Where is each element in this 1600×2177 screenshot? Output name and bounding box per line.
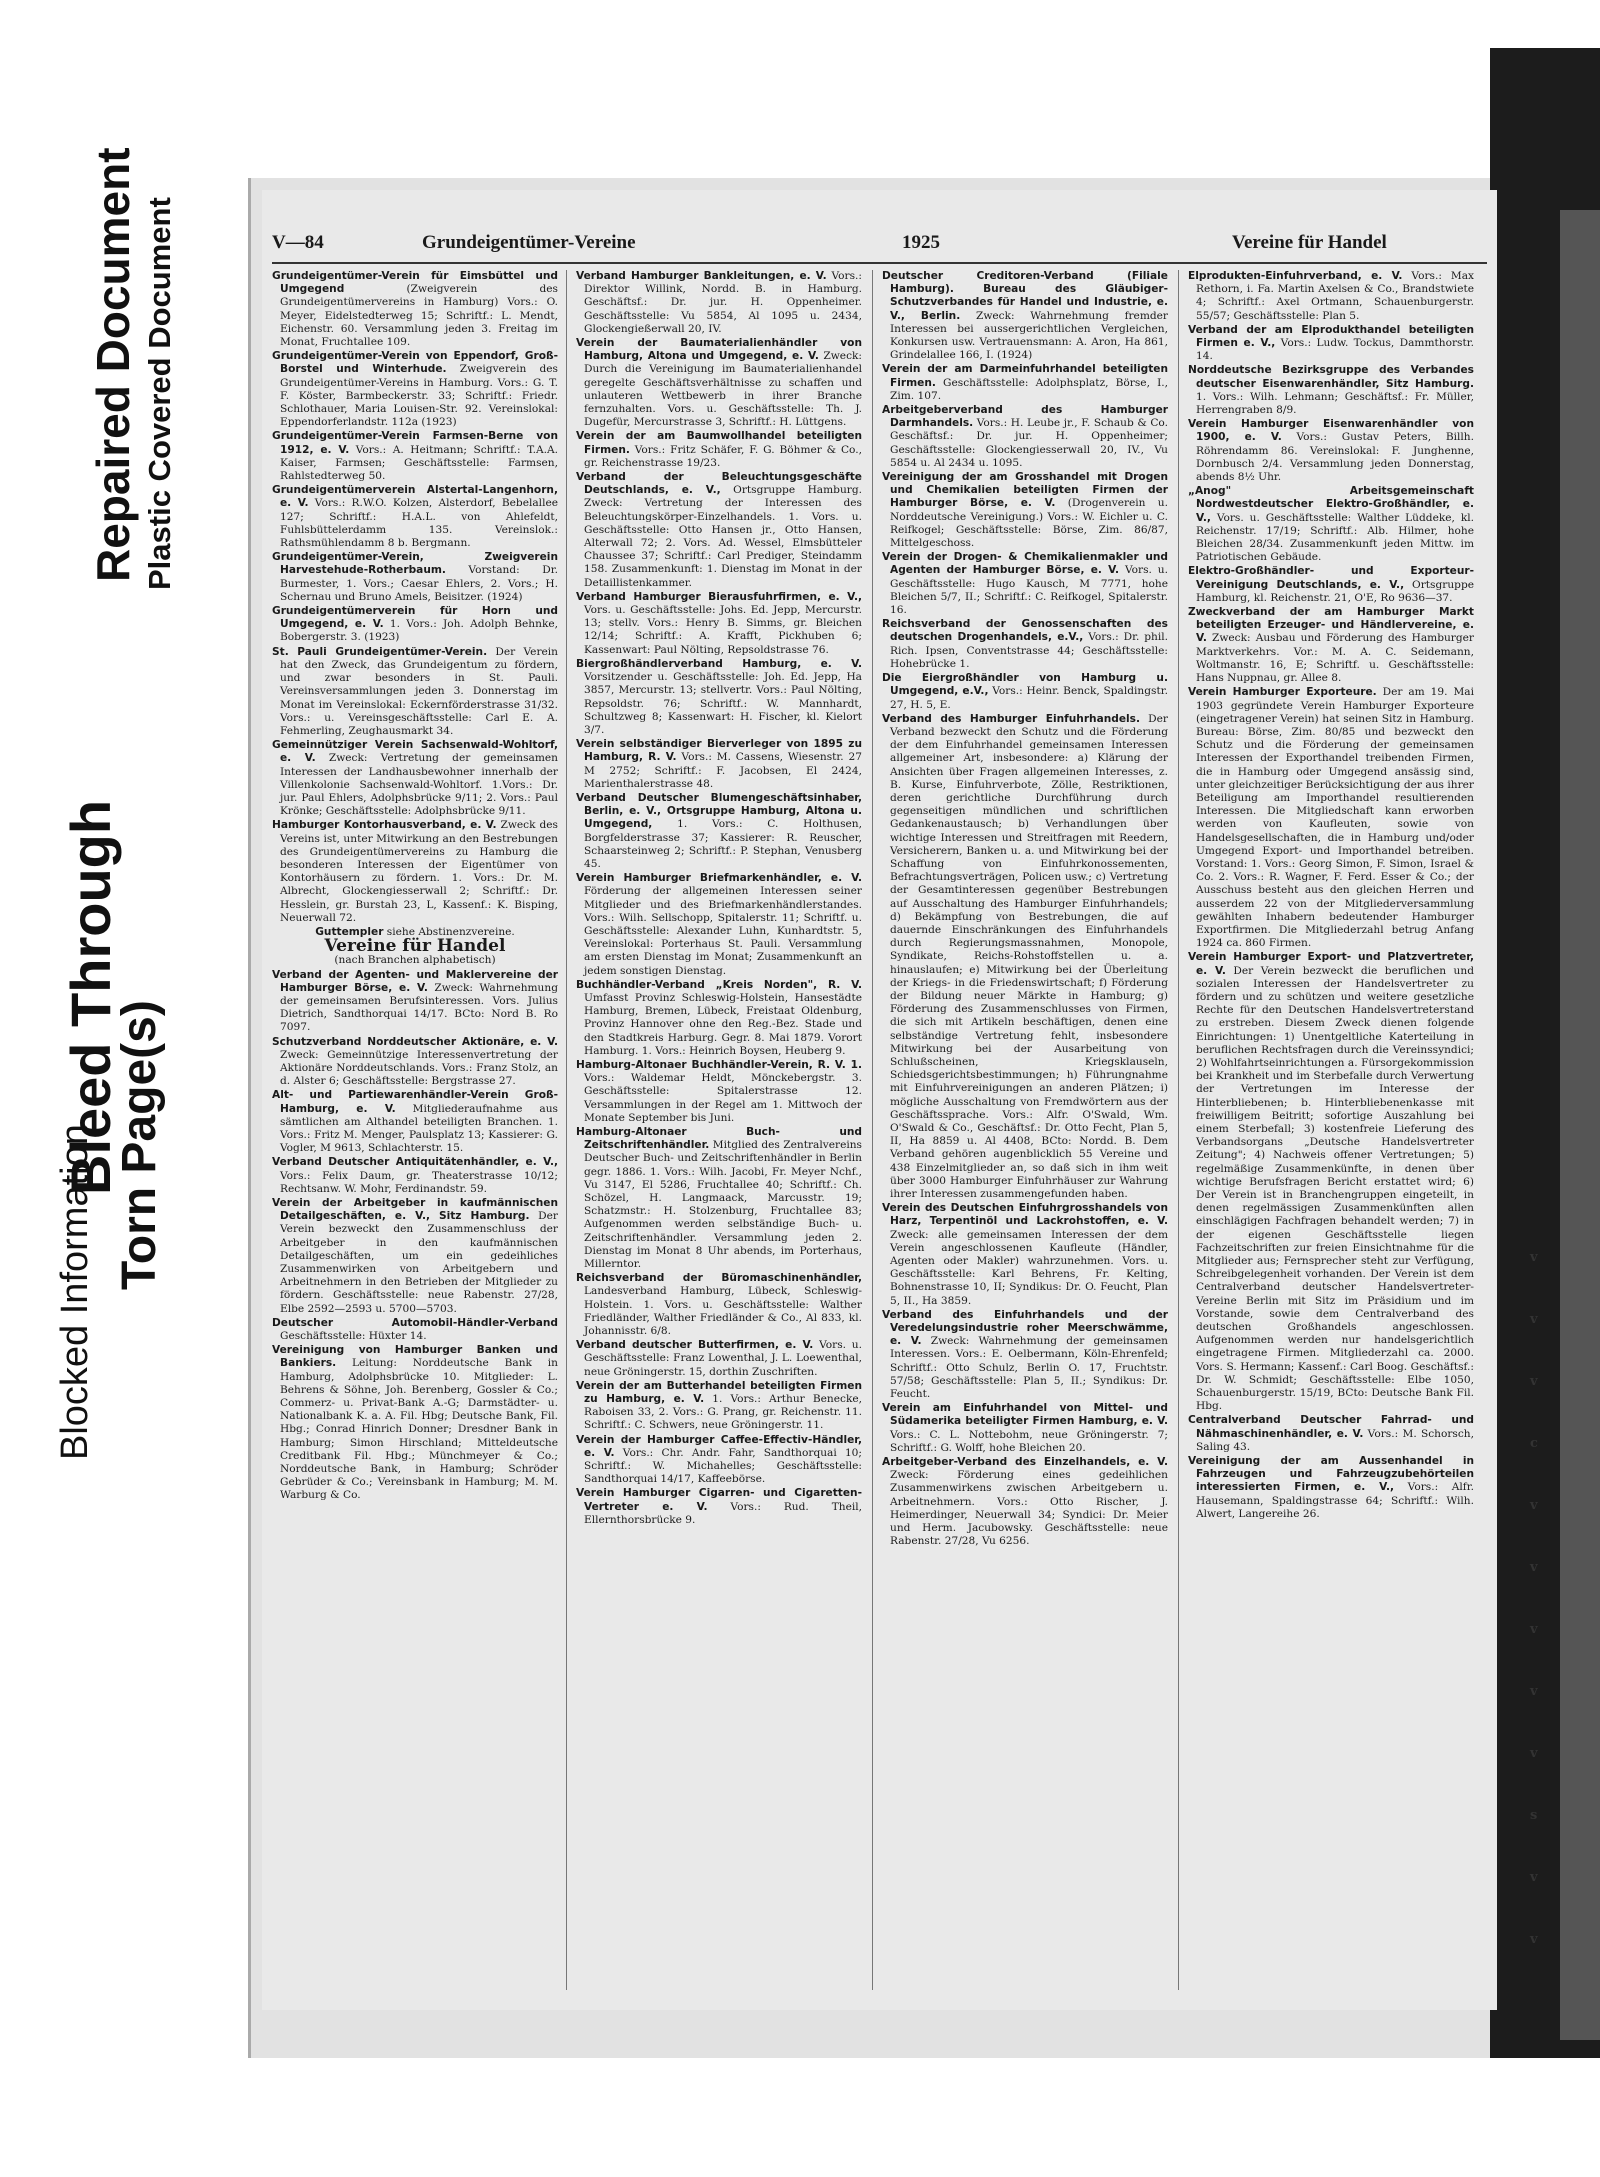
directory-entry <box>576 337 862 429</box>
directory-entry <box>1188 324 1474 364</box>
entry-text: 1. Vors.: Joh. Adolph Behnke, Bobergerstr. 3. (1923) <box>280 618 558 644</box>
directory-entry <box>272 430 558 483</box>
label-torn-pages: Torn Page(s) <box>113 1000 166 1290</box>
entry-title: Verband Deutscher Antiquitätenhändler, e. V., <box>272 1156 558 1169</box>
directory-entry <box>882 713 1168 1202</box>
entry-title: Verein der am Baumwollhandel beteiligten Firmen. <box>576 430 862 456</box>
entry-text: Zweigverein des Grundeigentümer-Vereins in Hamburg. Vors.: G. T. F. Köster, Barmbeckerstr. 33; Schriftf.: Friedr. Schlothauer, Maria Louisen-Str. 92. Vereinslokal: Eppendorferlandstr. 112a (1923) <box>280 363 558 429</box>
condition-labels <box>0 0 250 2177</box>
directory-entry <box>272 739 558 818</box>
entry-text: 1. Vors.: Wilh. Lehmann; Geschäftsf.: Fr. Müller, Herrengraben 8/9. <box>1196 390 1474 417</box>
entry-title: Reichsverband der Büromaschinenhändler, <box>576 1272 862 1285</box>
section-subheading: (nach Branchen alphabetisch) <box>334 954 496 967</box>
directory-entry <box>272 1156 558 1196</box>
edge-mark: v <box>1530 1374 1538 1389</box>
entry-text: Vors.: Felix Daum, gr. Theaterstrasse 10/12; Rechtsanw. W. Mohr, Ferdinandstr. 59. <box>280 1169 558 1195</box>
entry-text: Vors.: C. L. Nottebohm, neue Gröningerstr. 7; Schriftf.: G. Wolff, hohe Bleichen 20. <box>890 1428 1168 1454</box>
directory-entry <box>882 618 1168 671</box>
adjacent-page-edge <box>1560 210 1600 2040</box>
directory-entry <box>882 1402 1168 1455</box>
directory-entry <box>272 551 558 604</box>
entry-text: Zweck: Gemeinnützige Interessenvertretung der Aktionäre Norddeutschlands. Vors.: Franz Stolz, an d. Alster 6; Geschäftsstelle: Bergstrasse 27. <box>280 1048 558 1088</box>
entry-title: Verein der Hamburger Caffee-Effectiv-Händler, e. V. <box>576 1433 862 1459</box>
directory-entry <box>576 471 862 590</box>
header-right-title: Vereine für Handel <box>1232 232 1387 253</box>
entry-title: Verband der Agenten- und Maklervereine der Hamburger Börse, e. V. <box>272 968 558 994</box>
directory-entry <box>882 471 1168 550</box>
entry-title: Grundeigentümer-Verein Farmsen-Berne von 1912, e. V. <box>272 430 558 456</box>
entry-title: Grundeigentümerverein für Horn und Umgegend, e. V. <box>272 605 558 631</box>
entry-title: Verein Hamburger Exporteure. <box>1188 686 1377 699</box>
entry-text: Geschäftsstelle: Adolphsplatz, Börse, I., Zim. 107. <box>890 376 1168 402</box>
directory-entry <box>576 658 862 737</box>
entry-title: Vereinigung von Hamburger Banken und Bankiers. <box>272 1344 558 1370</box>
entry-title: Verband deutscher Butterfirmen, e. V. <box>576 1339 814 1352</box>
edge-mark: v <box>1530 1932 1538 1947</box>
directory-entry <box>272 1036 558 1089</box>
directory-entry <box>272 969 558 1035</box>
edge-mark: v <box>1530 1622 1538 1637</box>
entry-title: Arbeitgeberverband des Hamburger Darmhandels. <box>882 404 1168 430</box>
entry-text: Vors.: Heinr. Benck, Spaldingstr. 27, H. 5, E. <box>890 685 1168 711</box>
directory-entry <box>576 738 862 791</box>
entry-title: Deutscher Creditoren-Verband (Filiale Hamburg). Bureau des Gläubiger-Schutzverbandes für Handel und Industrie, e. V., Berlin. <box>882 270 1168 322</box>
edge-mark: v <box>1530 1684 1538 1699</box>
directory-entry <box>576 1339 862 1379</box>
directory-entry <box>1188 686 1474 950</box>
entry-text: Vors. u. Geschäftsstelle: Walther Lüddeke, kl. Reichenstr. 17/19; Schriftf.: Alb. Hilmer, hohe Bleichen 28/34. Zusammenkunft jeden Mittw. im Patriotischen Gebäude. <box>1196 511 1474 564</box>
entry-text: Leitung: Norddeutsche Bank in Hamburg, Adolphsbrücke 10. Mitglieder: L. Behrens & Söhne, Joh. Berenberg, Gossler & Co.; Commerz- u. Privat-Bank A.-G; Darmstädter- u. Nationalbank K. a. A. Fil. Hbg; Deutsche Bank, Fil. Hbg.; Conrad Hinrich Donner; Dresdner Bank in Hamburg; Simon Hirschland; Mitteldeutsche Creditbank Fil. Hbg.; Münchmeyer & Co.; Norddeutsche Bank, in Hamburg; Schröder Gebrüder & Co.; Vereinsbank in Hamburg; M. M. Warburg & Co. <box>280 1357 558 1502</box>
entry-title: Verein der am Darmeinfuhrhandel beteiligten Firmen. <box>882 363 1168 389</box>
page-number: V—84 <box>272 232 324 253</box>
entry-text: Vors.: A. Heitmann; Schriftf.: T.A.A. Kaiser, Farmsen; Geschäftsstelle: Farmsen, Rahlstedterweg 50. <box>280 443 558 483</box>
page-header <box>272 232 1487 256</box>
label-repaired-document: Repaired Document <box>87 147 139 582</box>
entry-text: Vors.: Gustav Peters, Billh. Röhrendamm 86. Vereinslokal: F. Junghenne, Dornbusch 2/4. Versammlung jeden Donnerstag, abends 8½ Uhr. <box>1196 431 1474 484</box>
column-2 <box>576 270 862 1990</box>
entry-text: Vors.: Waldemar Heldt, Mönckebergstr. 3. Geschäftsstelle: Spitalerstrasse 12. Versammlungen in der Regel am 1. Mittwoch der Monate September bis Juni. <box>584 1072 862 1124</box>
entry-title: Verband des Einfuhrhandels und der Veredelungsindustrie roher Meerschwämme, e. V. <box>882 1308 1168 1348</box>
entry-text: Der Verein hat den Zweck, das Grundeigentum zu fördern, und zwar besonders in St. Pauli. Vereinsversammlungen jeden 3. Donnerstag im Monat im Vereinslokal: Eckernförderstrasse 31/32. Vors.: u. Vereinsgeschäftsstelle: Carl E. A. Fehmerling, Zeughausmarkt 34. <box>280 645 558 737</box>
entry-text: Der Verein bezweckt die beruflichen und sozialen Interessen der Handelsvertreter zu fördern und zu schützen und weitere gesetzliche Rechte für den Deutschen Handelsvertreterstand zu erstreben. Diesem Zweck dienen folgende Einrichtungen: 1) Unentgeltliche Katerteilung in beruflichen Rechtsfragen durch die Vereinssyndici; 2) Wohlfahrtseinrichtungen a. Fürsorgekommission bei Krankheit und im Sterbefalle durch Verwertung der Vertretungen im Interesse der Hinterbliebenen; b. Hinterbliebenenkasse mit freiwilligem Beitritt; sofortige Auszahlung bei einem Sterbefall; 3) kostenfreie Lieferung des Verbandsorgans „Deutsche Handelsvertreter Zeitung"; 4) Nachweis offener Vertretungen; 5) regelmäßige Zusammenkünfte, in denen über wichtige Berufsfragen Bericht erstattet wird; 6) Der Verein ist in Branchengruppen eingeteilt, in denen regelmässigen Zusammenkünften allen einschlägigen Fachfragen behandelt werden; 7) in der eigenen Geschäftsstelle liegen Fachzeitschriften zur freien Einsichtnahme für die Mitglieder aus; Fernsprecher steht zur Verfügung, Schreibgelegenheit vorhanden. Der Verein ist dem Centralverband deutscher Handelsvertreter-Vereine Berlin mit Sitz im Präsidium und im Vorstande, sowie dem Centralverband des deutschen Großhandels angeschlossen. Aufgenommen werden nur handelsgerichtlich eingetragene Firmen. Mitgliederzahl ca. 2000. Vors. S. Hermann; Kassenf.: Carl Boog. Geschäftsf.: Dr. W. Schmidt; Geschäftsstelle: Elbe 1050, Schauenburgerstr. 15/19, BCto: Deutsche Bank Fil. Hbg. <box>1196 964 1474 1413</box>
entry-text: (Zweigverein des Grundeigentümervereins in Hamburg) Vors.: O. Meyer, Eidelstedterweg 15; Schriftf.: L. Mendt, Eichenstr. 60. Versammlung jeden 3. Freitag im Monat, Fruchtallee 109. <box>280 283 558 349</box>
entry-text: Vors.: Alfr. Hausemann, Spaldingstrasse 64; Schriftf.: Wilh. Alwert, Langereihe 26. <box>1196 1481 1474 1520</box>
column-3 <box>882 270 1168 1990</box>
directory-entry <box>1188 485 1474 564</box>
directory-entry <box>576 792 862 871</box>
entry-text: Umfasst Provinz Schleswig-Holstein, Hansestädte Hamburg, Bremen, Lübeck, Freistaat Oldenburg, Provinz Hannover ohne den Reg.-Bez. Stade und den Stadtkreis Harburg. Gegr. 8. Mai 1879. Vorort Hamburg. 1. Vors.: Heinrich Boysen, Heuberg 9. <box>584 991 862 1057</box>
entry-title: Verein Hamburger Cigarren- und Cigaretten-Vertreter e. V. <box>576 1487 862 1513</box>
directory-entry <box>576 430 862 470</box>
edge-mark: v <box>1530 1560 1538 1575</box>
directory-entry <box>882 363 1168 403</box>
directory-entry <box>576 1487 862 1527</box>
directory-entry <box>882 551 1168 617</box>
directory-entry <box>272 1344 558 1502</box>
edge-mark: v <box>1530 1746 1538 1761</box>
entry-title: Deutscher Automobil-Händler-Verband <box>272 1316 558 1329</box>
directory-entry <box>576 1272 862 1338</box>
directory-entry <box>576 1126 862 1271</box>
directory-entry <box>272 270 558 349</box>
entry-title: Schutzverband Norddeutscher Aktionäre, e. V. <box>272 1035 558 1048</box>
entry-title: Norddeutsche Bezirksgruppe des Verbandes deutscher Eisenwarenhändler, Sitz Hamburg. <box>1188 364 1474 390</box>
directory-entry <box>1188 364 1474 417</box>
entry-text: Vors.: Rud. Theil, Ellernthorsbrücke 9. <box>584 1500 862 1526</box>
entry-title: Verein Hamburger Eisenwarenhändler von 1900, e. V. <box>1188 418 1474 444</box>
entry-text: Vors.: Fritz Schäfer, F. G. Böhmer & Co., gr. Reichenstrasse 19/23. <box>584 443 862 469</box>
edge-mark: v <box>1530 1250 1538 1265</box>
entry-text: Vors.: Chr. Andr. Fahr, Sandthorquai 10; Schriftf.: W. Michahelles; Geschäftsstelle: Sandthorquai 14/17, Kaffeebörse. <box>584 1446 862 1486</box>
label-blocked-information: Blocked Information <box>54 1124 96 1460</box>
entry-title: Verband Hamburger Bierausfuhrfirmen, e. V., <box>576 590 862 603</box>
directory-entry <box>576 979 862 1058</box>
entry-text: Zweck: Ausbau und Förderung des Hamburger Marktverkehrs. Vor.: M. A. C. Seidemann, Woltmanstr. 16, E; Schriftf. u. Geschäftsstelle: Hans Nuppnau, gr. Allee 8. <box>1196 632 1474 685</box>
label-plastic-covered-document: Plastic Covered Document <box>142 197 177 590</box>
entry-text: Zweck: Wahrnehmung der gemeinsamen Berufsinteressen. Vors. Julius Dietrich, Sandthorquai 14/17. BCto: Nord B. Ro 7097. <box>280 981 558 1034</box>
entry-title: Verein Hamburger Export- und Platzvertreter, e. V. <box>1188 951 1474 977</box>
entry-title: Alt- und Partiewarenhändler-Verein Groß-Hamburg, e. V. <box>272 1089 558 1115</box>
entry-title: Verein des Deutschen Einfuhrgrosshandels von Harz, Terpentinöl und Lackrohstoffen, e. V. <box>882 1202 1168 1228</box>
entry-text: Vors.: Ludw. Tockus, Dammthorstr. 14. <box>1196 337 1474 363</box>
edge-mark: v <box>1530 1312 1538 1327</box>
edge-mark: v <box>1530 1870 1538 1885</box>
entry-text: Vorstand: Dr. Burmester, 1. Vors.; Caesar Ehlers, 2. Vors.; H. Schernau und Bruno Amels, Beisitzer. (1924) <box>280 564 558 603</box>
directory-entry <box>272 1197 558 1316</box>
directory-entry <box>1188 606 1474 685</box>
entry-text: Ortsgruppe Hamburg, kl. Reichenstr. 21, O'E, Ro 9636—37. <box>1196 578 1474 604</box>
entry-title: Verband der am Elprodukthandel beteiligten Firmen e. V., <box>1188 323 1474 350</box>
directory-entry <box>882 270 1168 362</box>
entry-text: Vors.: M. Cassens, Wiesenstr. 27 M 2752; Schriftf.: F. Jacobsen, El 2424, Marienthalerstrasse 48. <box>584 751 862 790</box>
directory-entry <box>272 350 558 429</box>
entry-text: Vorsitzender u. Geschäftsstelle: Joh. Ed. Jepp, Ha 3857, Mercurstr. 13; stellvertr. Vors.: Paul Nölting, Repsoldstr. 76; Schriftf.: W. Mannhardt, Schultzweg 8; Kassenwart: H. Fischer, kl. Kielort 3/7. <box>584 671 862 736</box>
directory-entry <box>272 819 558 925</box>
entry-text: Zweck des Vereins ist, unter Mitwirkung an den Bestrebungen des Grundeigentümervereins zu Hamburg die besonderen Interessen der Eigentümer von Kontorhäusern zu fördern. 1. Vors.: Dr. M. Albrecht, Glockengiesserwall 2; Schriftf.: Dr. Hesslein, gr. Burstah 23, L, Kassenf.: K. Bisping, Neuerwall 72. <box>280 819 558 924</box>
directory-entry <box>272 646 558 738</box>
edge-mark: v <box>1530 1498 1538 1513</box>
entry-title: Verein der am Butterhandel beteiligten Firmen zu Hamburg, e. V. <box>576 1379 862 1406</box>
directory-entry <box>576 270 862 336</box>
entry-text: Zweck: Förderung eines gedeihlichen Zusammenwirkens zwischen Arbeitgebern u. Arbeitnehmern. Vors.: Otto Rischer, J. Heimerdinger, Neuerwall 34; Syndici: Dr. Meier und Herm. Jacubowsky. Geschäftsstelle: neue Rabenstr. 27/28, Vu 6256. <box>890 1469 1168 1548</box>
entry-title: Die Eiergroßhändler von Hamburg u. Umgegend, e.V., <box>882 672 1168 698</box>
entry-title: „Anog" Arbeitsgemeinschaft Nordwestdeutscher Elektro-Großhändler, e. V., <box>1188 485 1474 524</box>
directory-entry <box>272 484 558 550</box>
directory-entry <box>576 1380 862 1433</box>
directory-entry <box>1188 1455 1474 1521</box>
entry-text: Vors. u. Geschäftsstelle: Franz Lowenthal, J. L. Loewenthal, neue Gröningerstr. 15, dorthin Zuschriften. <box>584 1339 862 1378</box>
directory-entry <box>576 591 862 657</box>
directory-page <box>262 190 1497 2010</box>
entry-title: Vereinigung der am Grosshandel mit Drogen und Chemikalien beteiligten Firmen der Hamburger Börse, e. V. <box>882 471 1168 510</box>
entry-text: Vors. u. Geschäftsstelle: Hugo Kausch, M 7771, hohe Bleichen 5/7, II.; Schriftf.: C. Reifkogel, Spitalerstr. 16. <box>890 564 1168 617</box>
entry-text: Zweck: Vertretung der gemeinsamen Interessen der Landhausbewohner innerhalb der Villenkolonie Sachsenwald-Wohltorf. 1.Vors.: Dr. jur. Paul Ehlers, Adolphsbrücke 9/11; 2. Vors.: Paul Krönke; Geschäftsstelle: Adolphsbrücke 9/11. <box>280 752 558 818</box>
entry-title: Zweckverband der am Hamburger Markt beteiligten Erzeuger- und Händlervereine, e. V. <box>1188 606 1474 645</box>
column-4 <box>1188 270 1474 1990</box>
entry-title: Verband Deutscher Blumengeschäftsinhaber, Berlin, e. V., Ortsgruppe Hamburg, Altona u. Umgegend, <box>576 791 862 831</box>
label-bleed-through: Bleed Through <box>59 799 122 1195</box>
directory-entry <box>882 1456 1168 1548</box>
header-rule <box>272 262 1487 264</box>
entry-title: Verein Hamburger Briefmarkenhändler, e. V. <box>576 872 862 885</box>
entry-title: Grundeigentümer-Verein von Eppendorf, Groß-Borstel und Winterhude. <box>272 350 558 376</box>
entry-text: Vors.: Dr. phil. Rich. Ipsen, Conventstrasse 44; Geschäftsstelle: Hohebrücke 1. <box>890 631 1168 670</box>
entry-title: Vereinigung der am Aussenhandel in Fahrzeugen und Fahrzeugzubehörteilen interessierten Firmen, e. V., <box>1188 1455 1474 1494</box>
entry-title: Grundeigentümer-Verein, Zweigverein Harvestehude-Rotherbaum. <box>272 551 558 577</box>
entry-title: Elprodukten-Einfuhrverband, e. V. <box>1188 270 1403 282</box>
entry-text: Vors. u. Geschäftsstelle: Johs. Ed. Jepp, Mercurstr. 13; stellv. Vors.: Henry B. Simms, gr. Bleichen 12/14; Schriftf.: A. Krafft, Pickhuben 6; Kassenwart: Paul Nölting, Repsoldstrasse 76. <box>584 604 862 656</box>
entry-title: Verband der Beleuchtungsgeschäfte Deutschlands, e. V., <box>576 471 862 497</box>
entry-title: Biergroßhändlerverband Hamburg, e. V. <box>576 657 862 670</box>
entry-text: Der Verband bezweckt den Schutz und die Förderung der dem Einfuhrhandel gemeinsamen Interessen allgemeiner Art, insbesondere: a) Klärung der Ansichten über Fragen allgemeinen Interesses, z. B. Kurse, Einfuhrverbote, Zölle, Restriktionen, deren gerichtliche Durchführung durch gegenseitigen mündlichen und schriftlichen Gedankenaustausch; b) Verhandlungen über wichtige Interessen und Streitfragen mit Reedern, Versicherern, Banken u. a. und Mitwirkung bei der Schaffung von Einfuhrkonossementen, Befrachtungsverträgen, Policen usw.; c) Vertretung der Gesamtinteressen gegenüber Bestrebungen auf Ausschaltung des Hamburger Einfuhrhandels; d) Bekämpfung von Bestrebungen, die auf dauernde Einschränkungen des Einfuhrhandels durch Regierungsmassnahmen, Monopole, Syndikate, Reichs-Rohstoffstellen u. a. hinauslaufen; e) Mitwirkung bei der Überleitung der Kriegs- in die Friedenswirtschaft; f) Förderung der Bildung neuer Märkte in Hamburg; g) Förderung des Zusammenschlusses von Firmen, die sich mit Artikeln beschäftigen, denen eine selbständige Vertretung fehlt, insbesondere Mitwirkung bei der Ausarbeitung von Schlußscheinen, Kriegsklauseln, Schiedsgerichtsbestimmungen; h) Führungnahme mit Einfuhrvereinigungen an anderen Plätzen; i) mögliche Ausschaltung von Fremdwörtern aus der Geschäftssprache. Vors.: Alfr. O'Swald, Wm. O'Swald & Co., Geschäftsf.: Dr. Otto Fecht, Plan 5, II, Ha 8859 u. Al 4408, BCto: Nordd. B. Dem Verband gehören augenblicklich 55 Vereine und 438 Einzelmitglieder an, so daß sich in ihm weit über 3000 Hamburger Einfuhrhäuser zur Wahrung ihrer Interessen zusammengefunden haben. <box>890 712 1168 1201</box>
entry-title: Verein der Baumaterialienhändler von Hamburg, Altona und Umgegend, e. V. <box>576 337 862 363</box>
column-divider <box>872 270 873 1990</box>
entry-text: Förderung der allgemeinen Interessen seiner Mitglieder und des Briefmarkenhändlerstandes. Vors.: Wilh. Sellschopp, Spitalerstr. 11; Schriftf. u. Geschäftsstelle: Alexander Luhn, Kunhardtstr. 5, Vereinslokal: Porterhaus St. Pauli. Versammlung am ersten Dienstag im Monat; Zusammenkunft an jedem sonstigen Dienstag. <box>584 885 862 977</box>
adjacent-page-marks <box>1530 1250 1550 1994</box>
entry-title: Reichsverband der Genossenschaften des deutschen Drogenhandels, e.V., <box>882 618 1168 644</box>
directory-entry <box>272 1089 558 1155</box>
entry-title: Grundeigentümer-Verein für Eimsbüttel und Umgegend <box>272 270 558 296</box>
entry-title: Arbeitgeber-Verband des Einzelhandels, e. V. <box>882 1456 1168 1469</box>
entry-title: Verein der Drogen- & Chemikalienmakler und Agenten der Hamburger Börse, e. V. <box>882 551 1168 577</box>
entry-title: Verband Hamburger Bankleitungen, e. V. <box>576 270 827 282</box>
entry-text: Vors.: M. Schorsch, Saling 43. <box>1196 1427 1474 1453</box>
entry-text: Vors.: Direktor Willink, Nordd. B. in Hamburg. Geschäftsf.: Dr. jur. H. Oppenheimer. Geschäftsstelle: Vu 5854, Al 1095 u. 2434, Glockengießerwall 20, IV. <box>584 270 862 335</box>
entry-text: Der am 19. Mai 1903 gegründete Verein Hamburger Exporteure (eingetragener Verein) hat seinen Sitz in Hamburg. Bureau: Börse, Zim. 80/85 und bezweckt den Schutz und die Förderung der gemeinsamen Interessen der Exporthandel treibenden Firmen, die in Hamburg oder Umgegend ansässig sind, unter gleichzeitiger Berücksichtigung der aus ihrer Beteiligung am Importhandel resultierenden Interessen. Die Mitgliedschaft kann erworben werden von Kaufleuten, sowie von Handelsgesellschaften, die in Hamburg und/oder Umgegend Export- und Importhandel betreiben. Vorstand: 1. Vors.: Georg Simon, F. Simon, Israel & Co. 2. Vors.: R. Wagner, F. Ferd. Esser & Co.; der Ausschuss besteht aus den gleichen Herren und ausserdem 22 von der Mitgliederversammlung gewählten Inhabern bedeutender Hamburger Exportfirmen. Die Mitgliederzahl betrug Anfang 1924 ca. 860 Firmen. <box>1196 686 1474 950</box>
entry-text: Der Verein bezweckt den Zusammenschluss der Arbeitgeber in den kaufmännischen Detailgeschäften, um ein gedeihliches Zusammenwirken von Arbeitgebern und Arbeitnehmern in den Betrieben der Mitglieder zu fördern. Geschäftsstelle: neue Rabenstr. 27/28, Elbe 2592—2593 u. 5700—5703. <box>280 1210 558 1315</box>
directory-entry <box>1188 270 1474 323</box>
directory-entry <box>576 872 862 978</box>
entry-title: St. Pauli Grundeigentümer-Verein. <box>272 645 488 658</box>
entry-title: Gemeinnütziger Verein Sachsenwald-Wohltorf, e. V. <box>272 739 558 765</box>
entry-text: Zweck: Wahrnehmung fremder Interessen bei aussergerichtlichen Vergleichen, Konkursen usw. Vertrauensmann: A. Aron, Ha 861, Grindelallee 166, I. (1924) <box>890 309 1168 362</box>
directory-entry <box>272 1317 558 1343</box>
entry-title: Guttempler <box>315 925 384 938</box>
directory-entry <box>1188 565 1474 605</box>
header-year: 1925 <box>902 232 940 253</box>
directory-entry <box>1188 418 1474 484</box>
entry-text: Zweck: Wahrnehmung der gemeinsamen Interessen. Vors.: E. Oelbermann, Köln-Ehrenfeld; Schriftf.: Otto Schulz, Berlin O. 17, Fruchtstr. 57/58; Geschäftsstelle: Plan 5, II.; Syndikus: Dr. Feucht. <box>890 1335 1168 1401</box>
entry-title: Verband des Hamburger Einfuhrhandels. <box>882 712 1141 725</box>
directory-entry <box>576 1434 862 1487</box>
entry-text: Mitglied des Zentralvereins Deutscher Buch- und Zeitschriftenhändler in Berlin gegr. 1886. 1. Vors.: Wilh. Jacobi, Fr. Meyer Nchf., Vu 3147, El 5286, Fruchtallee 40; Schriftf.: Ch. Schözel, H. Langmaack, Marcusstr. 19; Schatzmstr.: H. Stolzenburg, Fruchtallee 83; Aufgenommen werden selbständige Buch- u. Zeitschriftenhändler. Versammlung jeden 2. Dienstag im Monat 8 Uhr abends, im Porterhaus, Millerntor. <box>584 1139 862 1271</box>
directory-entry <box>1188 1414 1474 1454</box>
entry-title: Grundeigentümerverein Alstertal-Langenhorn, e. V. <box>272 484 558 510</box>
entry-title: Verein am Einfuhrhandel von Mittel- und Südamerika beteiligter Firmen Hamburg, e. V. <box>882 1402 1168 1428</box>
entry-text: Landesverband Hamburg, Lübeck, Schleswig-Holstein. 1. Vors. u. Geschäftsstelle: Walther Friedländer, Walther Friedländer & Co., Al 833, kl. Johannisstr. 6/8. <box>584 1285 862 1338</box>
entry-text: Ortsgruppe Hamburg. Zweck: Vertretung der Interessen des Beleuchtungskörper-Einzelhandels. 1. Vors. u. Geschäftsstelle: Otto Hansen jr., Otto Hansen, Alterwall 72; 2. Vors. Ad. Wessel, Elmsbütteler Chaussee 37; Schriftf.: Carl Prediger, Steindamm 158. Zusammenkunft: 1. Dienstag im Monat in der Detaillistenkammer. <box>584 484 862 589</box>
column-divider <box>566 270 567 1990</box>
directory-entry <box>882 404 1168 470</box>
header-left-title: Grundeigentümer-Vereine <box>422 232 636 253</box>
entry-text: Zweck: Durch die Vereinigung im Baumaterialienhandel geregelte Geschäftsverhältnisse zu schaffen und unlauteren Wettbewerb in ihrer Branche fernzuhalten. Vors. u. Geschäftsstelle: Th. J. Dugefür, Mercurstrasse 3, Schriftf.: H. Lüttgens. <box>584 350 862 429</box>
entry-title: Verein der Arbeitgeber in kaufmännischen Detailgeschäften, e. V., Sitz Hamburg. <box>272 1197 558 1223</box>
entry-text: 1. Vors.: C. Holthusen, Borgfelderstrasse 37; Kassierer: R. Reuscher, Schaarsteinweg 2; Schriftf.: P. Stephan, Venusberg 45. <box>584 818 862 870</box>
directory-entry <box>882 672 1168 712</box>
entry-title: Hamburg-Altonaer Buch- und Zeitschriftenhändler. <box>576 1126 862 1152</box>
entry-text: (Drogenverein u. Norddeutsche Vereinigung.) Vors.: W. Eichler u. C. Reifkogel; Geschäftsstelle: Börse, Zim. 86/87, Mittelgeschoss. <box>890 497 1168 550</box>
section-heading: Vereine für Handel <box>324 936 506 957</box>
directory-entry <box>272 605 558 645</box>
entry-text: siehe Abstinenzvereine. <box>383 925 515 938</box>
entry-title: Buchhändler-Verband „Kreis Norden", R. V. <box>576 978 862 991</box>
entry-text: Geschäftsstelle: Hüxter 14. <box>280 1330 427 1343</box>
entry-text: Vors.: Max Rethorn, i. Fa. Martin Axelsen & Co., Brandstwiete 4; Schriftf.: Axel Ortmann, Schauenburgerstr. 55/57; Geschäftsstelle: Plan 5. <box>1196 270 1474 322</box>
column-divider <box>1178 270 1179 1990</box>
entry-title: Centralverband Deutscher Fahrrad- und Nähmaschinenhändler, e. V. <box>1188 1414 1474 1440</box>
entry-title: Hamburger Kontorhausverband, e. V. <box>272 819 497 832</box>
edge-mark: c <box>1530 1436 1538 1451</box>
entry-title: Elektro-Großhändler- und Exporteur-Vereinigung Deutschlands, e. V., <box>1188 565 1474 591</box>
entry-text: 1. Vors.: Arthur Benecke, Raboisen 33, 2. Vors.: G. Prang, gr. Reichenstr. 11. Schriftf.: C. Schwers, neue Gröningerstr. 11. <box>584 1393 862 1432</box>
directory-entry <box>1188 951 1474 1413</box>
directory-entry <box>882 1309 1168 1401</box>
directory-entry <box>882 1202 1168 1308</box>
column-1 <box>272 270 558 1990</box>
entry-text: Zweck: alle gemeinsamen Interessen der dem Verein angeschlossenen Kaufleute (Händler, Agenten oder Makler) wahrzunehmen. Vors. u. Geschäftsstelle: Karl Behrens, Fr. Kelting, Bohnenstrasse 10, II; Syndikus: Dr. O. Feucht, Plan 5, II., Ha 3859. <box>890 1228 1168 1307</box>
entry-text: Vors.: H. Leube jr., F. Schaub & Co. Geschäftsf.: Dr. jur. H. Oppenheimer; Geschäftsstelle: Glockengiesserwall 20, IV., Vu 5854 u. Al 2434 u. 1095. <box>890 417 1168 469</box>
entry-text: Mitgliederaufnahme aus sämtlichen am Althandel beteiligten Branchen. 1. Vors.: Fritz M. Menger, Paulsplatz 13; Kassierer: G. Vogler, M 9613, Schlachterstr. 15. <box>280 1102 558 1155</box>
directory-entry <box>576 1059 862 1125</box>
entry-title: Hamburg-Altonaer Buchhändler-Verein, R. V. 1. <box>576 1058 862 1071</box>
edge-mark: s <box>1530 1808 1538 1823</box>
entry-title: Verein selbständiger Bierverleger von 1895 zu Hamburg, R. V. <box>576 738 862 764</box>
entry-text: Vors.: R.W.O. Kolzen, Alsterdorf, Bebelallee 127; Schriftf.: H.A.L. von Ahlefeldt, Fuhlsbüttelerdamm 135. Vereinslok.: Rathsmühlendamm 8 b. Bergmann. <box>280 497 558 550</box>
